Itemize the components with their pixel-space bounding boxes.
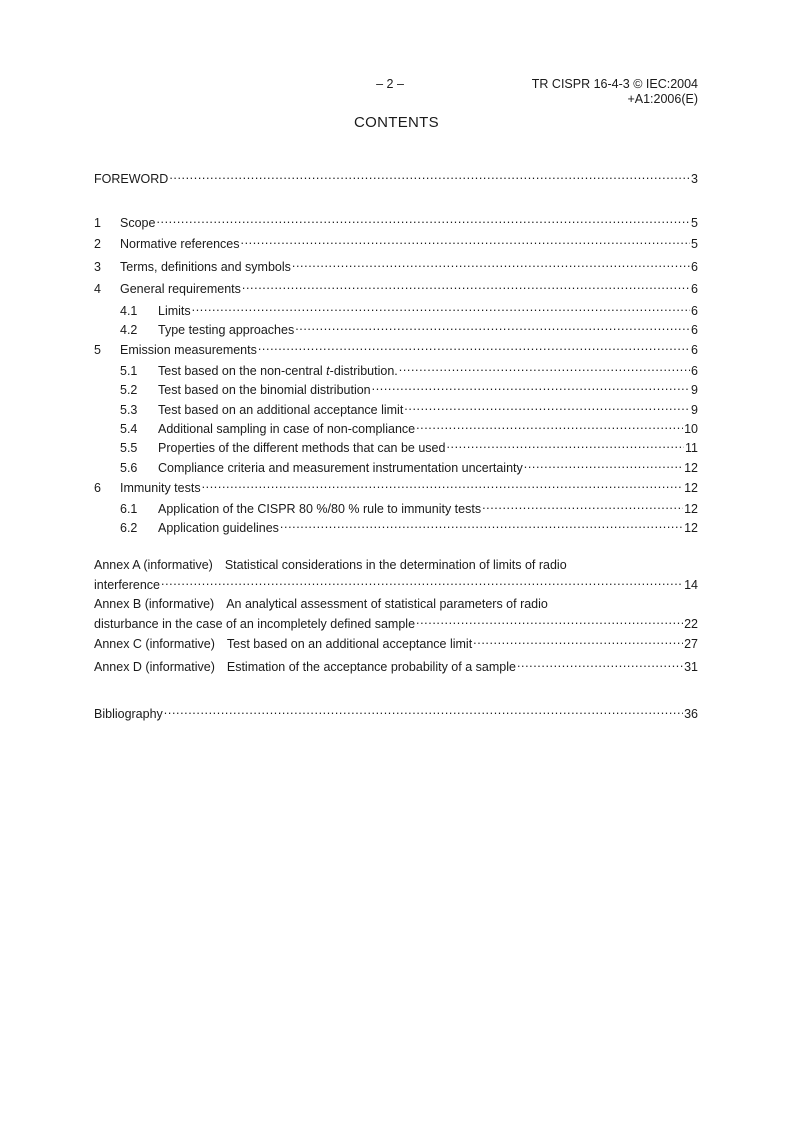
toc-entry-page: 5 <box>691 216 698 230</box>
toc-entry-page: 9 <box>691 403 698 417</box>
toc-entry-title: Application guidelines <box>158 521 279 535</box>
toc-entry-number: 5.5 <box>120 441 138 455</box>
toc-entry-title <box>158 363 398 379</box>
toc-entry-page: 6 <box>691 364 698 378</box>
toc-entry-section-5-2[interactable] <box>94 378 698 397</box>
dot-leader <box>258 338 690 354</box>
toc-entry-number: 6.1 <box>120 502 138 516</box>
dot-leader <box>399 359 690 375</box>
toc-entry-title: FOREWORD <box>94 172 169 186</box>
dot-leader <box>446 436 684 452</box>
toc-entry-annex-c[interactable] <box>94 632 698 651</box>
toc-entry-number: 4 <box>94 282 101 296</box>
toc-entry-title: Test based on the binomial distribution <box>158 383 371 397</box>
toc-entry-section-5-3[interactable] <box>94 398 698 417</box>
annex-label: Annex C (informative) <box>94 637 215 651</box>
toc-entry-section-2[interactable] <box>94 232 698 251</box>
toc-entry-title: Limits <box>158 304 191 318</box>
dot-leader <box>473 632 683 648</box>
toc-entry-section-4-1[interactable] <box>94 299 698 318</box>
toc-entry-page: 6 <box>691 304 698 318</box>
dot-leader <box>295 318 690 334</box>
annex-line <box>94 655 698 674</box>
annex-title-line1: Statistical considerations in the determination of limits of radio <box>224 558 567 572</box>
dot-leader <box>202 476 684 492</box>
toc-entry-section-6-2[interactable] <box>94 516 698 535</box>
toc-entry-page: 12 <box>684 502 698 516</box>
toc-entry-page: 3 <box>691 172 698 186</box>
dot-leader <box>242 277 690 293</box>
toc-entry-number: 2 <box>94 237 101 251</box>
toc-entry-page: 27 <box>684 637 698 651</box>
dot-leader <box>524 456 683 472</box>
document-reference-line2: +A1:2006(E) <box>627 92 698 106</box>
annex-label: Annex A (informative) <box>94 558 213 572</box>
toc-entry-page: 22 <box>684 617 698 631</box>
toc-entry-section-5-6[interactable] <box>94 456 698 475</box>
toc-entry-number: 5.2 <box>120 383 138 397</box>
dot-leader <box>517 655 683 671</box>
toc-entry-number: 5.3 <box>120 403 138 417</box>
toc-entry-title-italic: t <box>326 364 330 378</box>
toc-entry-page: 6 <box>691 323 698 337</box>
document-reference-line1: TR CISPR 16-4-3 © IEC:2004 <box>531 77 698 91</box>
page-number: – 2 – <box>376 77 404 91</box>
toc-entry-page: 11 <box>685 441 698 455</box>
toc-entry-title: Properties of the different methods that can be used <box>158 441 446 455</box>
toc-entry-page: 6 <box>691 260 698 274</box>
bibliography-line <box>94 702 698 721</box>
dot-leader <box>404 398 690 414</box>
dot-leader <box>280 516 683 532</box>
toc-entry-page: 9 <box>691 383 698 397</box>
dot-leader <box>156 211 690 227</box>
annex-title: Estimation of the acceptance probability of a sample <box>226 660 516 674</box>
toc-entry-section-3[interactable] <box>94 255 698 274</box>
dot-leader <box>241 232 691 248</box>
annex-continuation-line <box>94 573 698 592</box>
toc-entry-foreword[interactable] <box>94 167 698 186</box>
dot-leader <box>192 299 690 315</box>
toc-entry-number: 6.2 <box>120 521 138 535</box>
toc-entry-title: Immunity tests <box>120 481 201 495</box>
toc-entry-section-5[interactable] <box>94 338 698 357</box>
toc-entry-section-5-4[interactable] <box>94 417 698 436</box>
toc-entry-title: Application of the CISPR 80 %/80 % rule to immunity tests <box>158 502 482 516</box>
toc-entry-page: 31 <box>684 660 698 674</box>
toc-entry-title: Additional sampling in case of non-compliance <box>158 422 416 436</box>
toc-entry-page: 5 <box>691 237 698 251</box>
toc-entry-page: 36 <box>684 707 698 721</box>
toc-entry-page: 12 <box>684 521 698 535</box>
toc-entry-number: 4.2 <box>120 323 138 337</box>
toc-entry-number: 3 <box>94 260 101 274</box>
toc-entry-section-5-1[interactable] <box>94 359 698 378</box>
annex-label: Annex D (informative) <box>94 660 215 674</box>
toc-entry-page: 14 <box>684 578 698 592</box>
toc-entry-section-1[interactable] <box>94 211 698 230</box>
toc-entry-annex-d[interactable] <box>94 655 698 674</box>
toc-entry-section-5-5[interactable] <box>94 436 698 455</box>
document-reference <box>532 77 698 107</box>
annex-title: Test based on an additional acceptance limit <box>226 637 473 651</box>
toc-entry-title: Compliance criteria and measurement instrumentation uncertainty <box>158 461 523 475</box>
toc-entry-number: 5.4 <box>120 422 138 436</box>
toc-entry-number: 6 <box>94 481 101 495</box>
toc-entry-section-4-2[interactable] <box>94 318 698 337</box>
annex-title-line2: interference <box>94 578 161 592</box>
toc-entry-page: 10 <box>684 422 698 436</box>
toc-entry-number: 5.1 <box>120 364 138 378</box>
toc-entry-title: Terms, definitions and symbols <box>120 260 291 274</box>
toc-entry-number: 1 <box>94 216 101 230</box>
dot-leader <box>372 378 690 394</box>
annex-title-line1: An analytical assessment of statistical parameters of radio <box>226 597 548 611</box>
toc-entry-bibliography[interactable] <box>94 702 698 721</box>
toc-entry-section-6[interactable] <box>94 476 698 495</box>
toc-entry-page: 12 <box>684 481 698 495</box>
toc-entry-title: Emission measurements <box>120 343 257 357</box>
toc-entry-number: 4.1 <box>120 304 138 318</box>
toc-entry-title: Normative references <box>120 237 240 251</box>
toc-entry-number: 5.6 <box>120 461 138 475</box>
dot-leader <box>292 255 690 271</box>
toc-entry-title: Type testing approaches <box>158 323 295 337</box>
toc-entry-annex-b[interactable] <box>94 596 698 631</box>
toc-entry-title: Bibliography <box>94 707 163 721</box>
dot-leader <box>482 497 683 513</box>
toc-entry-number: 5 <box>94 343 101 357</box>
toc-entry-section-6-1[interactable] <box>94 497 698 516</box>
toc-entry-page: 6 <box>691 343 698 357</box>
annex-label: Annex B (informative) <box>94 597 215 611</box>
annex-title-line2: disturbance in the case of an incompletely defined sample <box>94 617 416 631</box>
annex-continuation-line <box>94 612 698 631</box>
toc-entry-annex-a[interactable] <box>94 557 698 592</box>
toc-entry-title: Scope <box>120 216 156 230</box>
toc-entry-title: Test based on an additional acceptance limit <box>158 403 404 417</box>
dot-leader <box>169 167 690 183</box>
toc-entry-section-4[interactable] <box>94 277 698 296</box>
annex-heading-line <box>94 557 698 573</box>
dot-leader <box>416 417 683 433</box>
toc-entry-title-pre: Test based on the non-central <box>158 364 327 378</box>
toc-entry-title: General requirements <box>120 282 241 296</box>
annex-heading-line <box>94 596 698 612</box>
dot-leader <box>416 612 683 628</box>
dot-leader <box>161 573 683 589</box>
dot-leader <box>164 702 683 718</box>
contents-title: CONTENTS <box>354 114 439 131</box>
toc-entry-page: 6 <box>691 282 698 296</box>
toc-entry-page: 12 <box>684 461 698 475</box>
annex-line <box>94 632 698 651</box>
toc-entry-title-post: -distribution. <box>329 364 398 378</box>
